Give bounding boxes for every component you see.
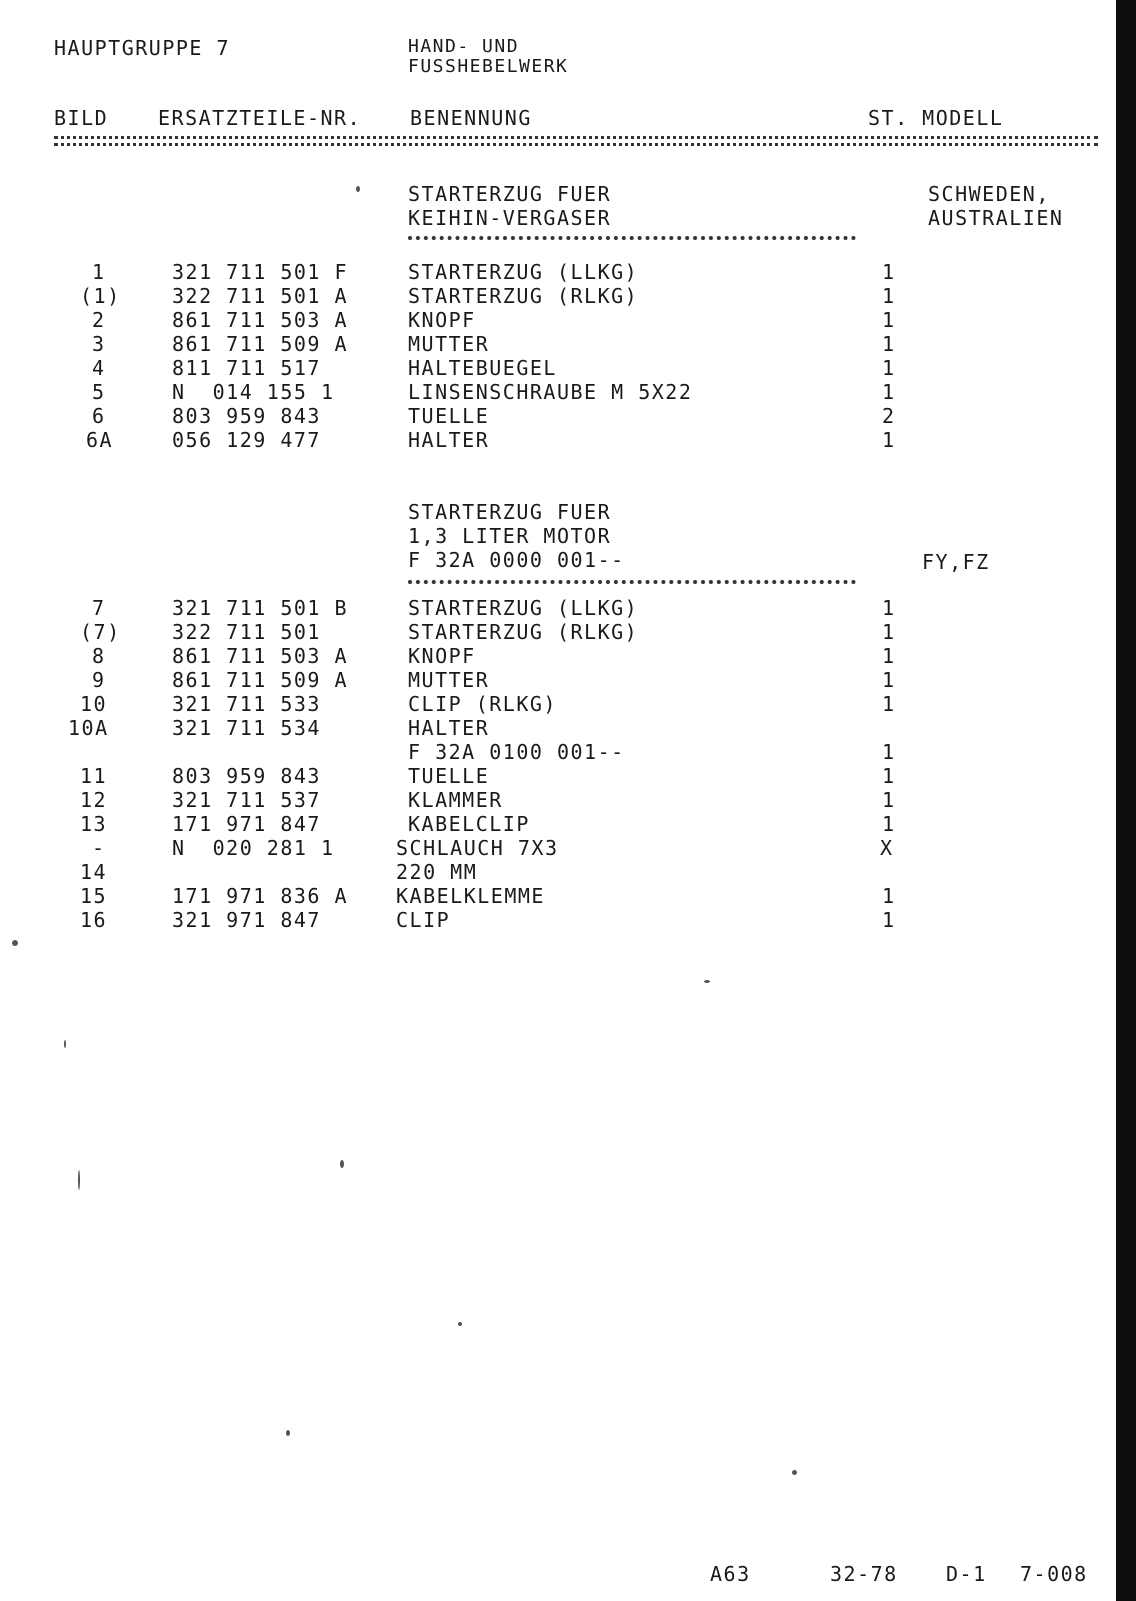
bild-cell: - [92, 836, 106, 860]
part-number-cell: 803 959 843 [172, 404, 321, 428]
qty-cell: 1 [882, 332, 896, 356]
bild-cell: 14 [80, 860, 108, 884]
part-number-cell: 056 129 477 [172, 428, 321, 452]
bild-cell: (1) [80, 284, 121, 308]
section-title-line2: FUSSHEBELWERK [408, 56, 569, 77]
qty-cell: 1 [882, 308, 896, 332]
column-header-part-no: ERSATZTEILE-NR. [158, 106, 362, 130]
designation-cell: STARTERZUG (RLKG) [408, 620, 639, 644]
bild-cell: 12 [80, 788, 108, 812]
section1-model-line1: SCHWEDEN, [928, 182, 1050, 206]
section2-title-line1: STARTERZUG FUER [408, 500, 612, 524]
part-number-cell: 171 971 847 [172, 812, 321, 836]
part-number-cell: 861 711 509 A [172, 332, 349, 356]
qty-cell: 1 [882, 812, 896, 836]
part-number-cell: N 020 281 1 [172, 836, 335, 860]
part-number-cell: 321 711 501 F [172, 260, 349, 284]
designation-cell: KABELCLIP [408, 812, 530, 836]
footer-code-3: D-1 [946, 1562, 987, 1586]
qty-cell: 1 [882, 644, 896, 668]
designation-cell: STARTERZUG (LLKG) [408, 260, 639, 284]
designation-cell: MUTTER [408, 332, 490, 356]
scan-speck [704, 980, 710, 983]
section-title-line1: HAND- UND [408, 36, 520, 57]
qty-cell: X [880, 836, 894, 860]
designation-cell: KNOPF [408, 644, 476, 668]
bild-cell: 3 [92, 332, 106, 356]
part-number-cell: N 014 155 1 [172, 380, 335, 404]
designation-cell: CLIP [396, 908, 451, 932]
part-number-cell: 861 711 503 A [172, 308, 349, 332]
qty-cell: 1 [882, 596, 896, 620]
bild-cell: 16 [80, 908, 108, 932]
part-number-cell: 322 711 501 [172, 620, 321, 644]
part-number-cell: 171 971 836 A [172, 884, 349, 908]
bild-cell: 5 [92, 380, 106, 404]
qty-cell: 2 [882, 404, 896, 428]
bild-cell: 13 [80, 812, 108, 836]
designation-cell: TUELLE [408, 404, 490, 428]
scan-speck [64, 1040, 66, 1048]
part-number-cell: 321 711 537 [172, 788, 321, 812]
scan-speck [458, 1322, 462, 1326]
scan-speck [78, 1170, 80, 1190]
scan-speck [792, 1470, 797, 1475]
bild-cell: (7) [80, 620, 121, 644]
bild-cell: 7 [92, 596, 106, 620]
designation-cell: KNOPF [408, 308, 476, 332]
designation-cell: HALTEBUEGEL [408, 356, 557, 380]
section1-title-line2: KEIHIN-VERGASER [408, 206, 612, 230]
scan-edge-shadow [1116, 0, 1136, 1601]
bild-cell: 8 [92, 644, 106, 668]
section2-title-line2: 1,3 LITER MOTOR [408, 524, 612, 548]
part-number-cell: 321 971 847 [172, 908, 321, 932]
qty-cell: 1 [882, 740, 896, 764]
part-number-cell: 322 711 501 A [172, 284, 349, 308]
qty-cell: 1 [882, 260, 896, 284]
bild-cell: 10A [68, 716, 109, 740]
designation-cell: CLIP (RLKG) [408, 692, 557, 716]
scan-speck [340, 1160, 344, 1168]
qty-cell: 1 [882, 908, 896, 932]
scan-speck [356, 186, 360, 192]
group-label: HAUPTGRUPPE 7 [54, 36, 231, 60]
bild-cell: 10 [80, 692, 108, 716]
designation-cell: MUTTER [408, 668, 490, 692]
footer-code-1: A63 [710, 1562, 751, 1586]
section2-model: FY,FZ [922, 550, 990, 574]
designation-cell: TUELLE [408, 764, 490, 788]
section1-title-rule [408, 236, 856, 240]
bild-cell: 2 [92, 308, 106, 332]
scan-speck [12, 940, 18, 946]
qty-cell: 1 [882, 380, 896, 404]
section1-model-line2: AUSTRALIEN [928, 206, 1064, 230]
part-number-cell: 321 711 533 [172, 692, 321, 716]
part-number-cell: 861 711 503 A [172, 644, 349, 668]
bild-cell: 15 [80, 884, 108, 908]
qty-cell: 1 [882, 620, 896, 644]
qty-cell: 1 [882, 356, 896, 380]
part-number-cell: 811 711 517 [172, 356, 321, 380]
part-number-cell: 803 959 843 [172, 764, 321, 788]
bild-cell: 4 [92, 356, 106, 380]
part-number-cell: 861 711 509 A [172, 668, 349, 692]
designation-cell: LINSENSCHRAUBE M 5X22 [408, 380, 693, 404]
header-rule [54, 136, 1098, 139]
bild-cell: 6A [86, 428, 114, 452]
section1-title-line1: STARTERZUG FUER [408, 182, 612, 206]
designation-cell: 220 MM [396, 860, 478, 884]
bild-cell: 1 [92, 260, 106, 284]
bild-cell: 9 [92, 668, 106, 692]
qty-cell: 1 [882, 284, 896, 308]
designation-cell: KLAMMER [408, 788, 503, 812]
qty-cell: 1 [882, 692, 896, 716]
designation-cell: STARTERZUG (RLKG) [408, 284, 639, 308]
designation-cell: STARTERZUG (LLKG) [408, 596, 639, 620]
part-number-cell: 321 711 534 [172, 716, 321, 740]
footer-code-4: 7-008 [1020, 1562, 1088, 1586]
bild-cell: 6 [92, 404, 106, 428]
section2-title-line3: F 32A 0000 001-- [408, 548, 625, 572]
qty-cell: 1 [882, 788, 896, 812]
designation-cell: F 32A 0100 001-- [408, 740, 625, 764]
designation-cell: SCHLAUCH 7X3 [396, 836, 559, 860]
part-number-cell: 321 711 501 B [172, 596, 349, 620]
footer-code-2: 32-78 [830, 1562, 898, 1586]
column-header-bild: BILD [54, 106, 109, 130]
qty-cell: 1 [882, 884, 896, 908]
designation-cell: HALTER [408, 716, 490, 740]
qty-cell: 1 [882, 764, 896, 788]
column-header-qty-model: ST. MODELL [868, 106, 1004, 130]
section2-title-rule [408, 580, 856, 584]
bild-cell: 11 [80, 764, 108, 788]
column-header-designation: BENENNUNG [410, 106, 532, 130]
designation-cell: KABELKLEMME [396, 884, 545, 908]
qty-cell: 1 [882, 428, 896, 452]
qty-cell: 1 [882, 668, 896, 692]
scan-speck [286, 1430, 290, 1436]
designation-cell: HALTER [408, 428, 490, 452]
